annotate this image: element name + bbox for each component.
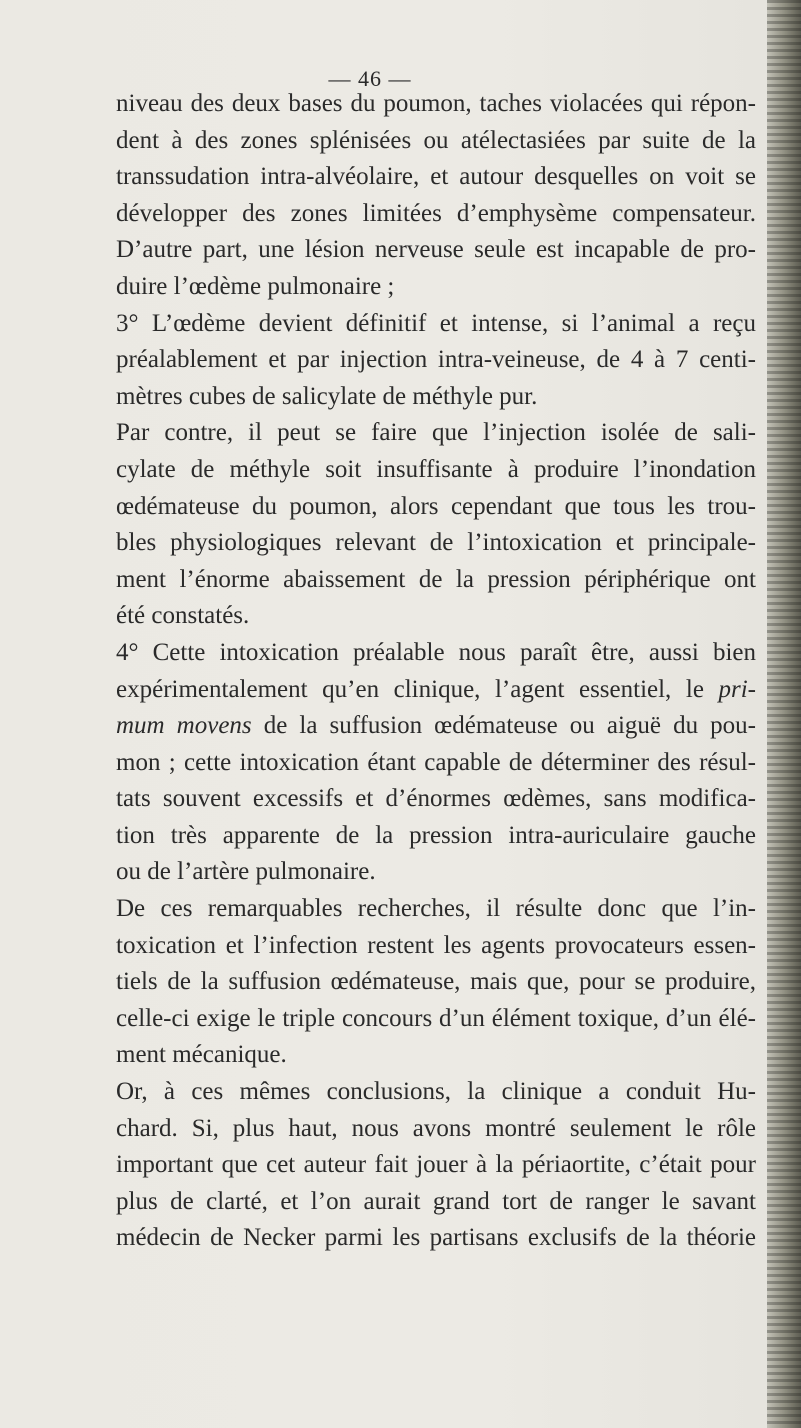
body-text — [116, 86, 756, 1257]
page-binding-edge — [767, 0, 801, 1428]
text-line: bles physiologiques relevant de l’intoxication et principale- — [116, 529, 756, 557]
text-line: 3° L’œdème devient définitif et intense, si l’animal a reçu — [116, 309, 756, 337]
text-line: tats souvent excessifs et d’énormes œdèmes, sans modifica- — [116, 785, 756, 813]
text-line: toxication et l’infection restent les agents provocateurs essen- — [116, 931, 756, 959]
text-line: dent à des zones splénisées ou atélectasiées par suite de la — [116, 126, 756, 154]
text-line: ment mécanique. — [116, 1041, 287, 1069]
text-line: été constatés. — [116, 602, 250, 630]
text-line: plus de clarté, et l’on aurait grand tort de ranger le savant — [116, 1187, 756, 1215]
text-line: tion très apparente de la pression intra-auriculaire gauche — [116, 821, 756, 849]
text-line: mètres cubes de salicylate de méthyle pur. — [116, 382, 538, 410]
text-line: développer des zones limitées d’emphysème compensateur. — [116, 199, 756, 227]
text-line: mum movens de la suffusion œdémateuse ou aiguë du pou- — [116, 712, 756, 740]
text-line: transsudation intra-alvéolaire, et autour desquelles on voit se — [116, 163, 756, 191]
text-line: Or, à ces mêmes conclusions, la clinique a conduit Hu- — [116, 1078, 756, 1106]
text-line: cylate de méthyle soit insuffisante à produire l’inondation — [116, 455, 756, 483]
text-line: médecin de Necker parmi les partisans exclusifs de la théorie — [116, 1224, 756, 1252]
text-line: ou de l’artère pulmonaire. — [116, 858, 376, 886]
text-line: Par contre, il peut se faire que l’injection isolée de sali- — [116, 419, 756, 447]
text-line: duire l’œdème pulmonaire ; — [116, 272, 395, 300]
text-line: tiels de la suffusion œdémateuse, mais que, pour se produire, — [116, 968, 756, 996]
text-line: niveau des deux bases du poumon, taches violacées qui répon- — [116, 90, 756, 117]
text-line: celle-ci exige le triple concours d’un élément toxique, d’un élé- — [116, 1004, 756, 1032]
text-line: ment l’énorme abaissement de la pression périphérique ont — [116, 565, 756, 593]
text-line: chard. Si, plus haut, nous avons montré seulement le rôle — [116, 1114, 756, 1142]
text-line: 4° Cette intoxication préalable nous paraît être, aussi bien — [116, 638, 756, 666]
page-number-header: — 46 — — [328, 66, 412, 91]
text-line: œdémateuse du poumon, alors cependant que tous les trou- — [116, 492, 756, 520]
text-line: important que cet auteur fait jouer à la périaortite, c’était pour — [116, 1151, 756, 1179]
text-line: De ces remarquables recherches, il résulte donc que l’in- — [116, 895, 756, 923]
text-line: expérimentalement qu’en clinique, l’agent essentiel, le pri- — [116, 675, 756, 703]
text-line: préalablement et par injection intra-veineuse, de 4 à 7 centi- — [116, 346, 756, 374]
text-line: D’autre part, une lésion nerveuse seule est incapable de pro- — [116, 236, 756, 264]
text-line: mon ; cette intoxication étant capable de déterminer des résul- — [116, 748, 756, 776]
